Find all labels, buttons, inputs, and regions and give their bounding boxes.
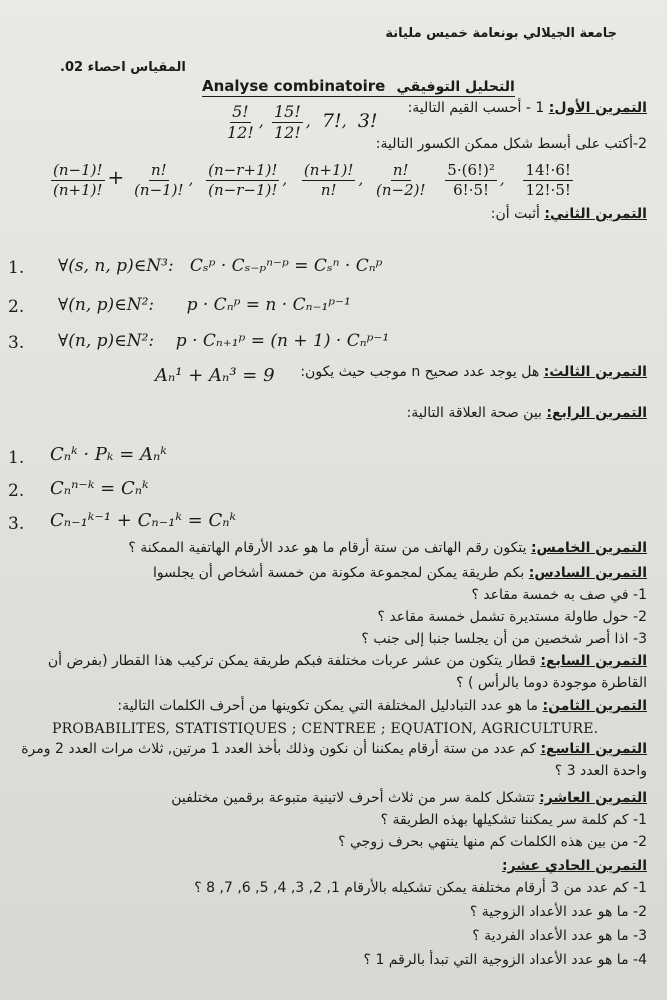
- ex6-item-1: 1- في صف به خمسة مقاعد ؟: [471, 587, 647, 603]
- ex6-line: [153, 565, 647, 581]
- ex3-text: هل يوجد عدد صحيح n موجب حيث يكون:: [300, 364, 540, 380]
- ex1-val-d: 3!: [357, 109, 378, 132]
- ex5-text: يتكون رقم الهاتف من ستة أرقام ما هو عدد الأرقام الهاتفية الممكنة ؟: [128, 540, 527, 556]
- ex9-text-2: واحدة العدد 3 ؟: [554, 763, 647, 779]
- ex11-item-3: 3- ما هو عدد الأعداد الفردية ؟: [472, 928, 647, 944]
- ex2-item-2-number: 2.: [8, 297, 25, 317]
- ex11-item-2: 2- ما هو عدد الأعداد الزوجية ؟: [469, 904, 647, 920]
- ex4-item-2-formula: Cₙⁿ⁻ᵏ = Cₙᵏ: [50, 478, 149, 499]
- frac-1-den: (n+1)!: [53, 180, 103, 199]
- ex1-fractions: $\frac{(n-1)!}{(n+1)!}$ + $\frac{n!}{(n-1)!}$ , $\frac{(n-r+1)!}{(n-r-1)!}$ , $\frac{(n+1)!}{n!}$ , $\frac{n!}{(n-2)!}$ $\frac{\text{5·(6!)²}}{6!\cdot 5!}$ , $\frac{14!\cdot 6!}{12!\cdot 5!}$: [53, 161, 571, 199]
- frac-7-den: 12!·5!: [525, 180, 571, 199]
- ex1-val-a-num: 5!: [232, 102, 249, 121]
- ex10-text: تتشكل كلمة سر من ثلاث أحرف لاتينية متبوعة برقمين مختلفين: [171, 790, 535, 806]
- ex9-line: [21, 741, 647, 757]
- ex1-values: $\frac{5!}{12!}$ , $\frac{15!}{12!}$ , 7!, 3!: [227, 102, 378, 142]
- ex2-intro: أثبت أن:: [490, 206, 540, 222]
- ex3-formula: Aₙ¹ + Aₙ³ = 9: [155, 365, 275, 386]
- ex2-item-2-formula: ∀(n, p)∈N²: p · Cₙᵖ = n · Cₙ₋₁ᵖ⁻¹: [58, 295, 351, 315]
- ex6-item-3: 3- اذا أصر شخصين من أن يجلسا جنبا إلى جنب ؟: [361, 631, 647, 647]
- ex2-item-3-number: 3.: [8, 333, 25, 353]
- ex4-item-1-formula: Cₙᵏ · Pₖ = Aₙᵏ: [50, 444, 167, 465]
- frac-2-den: (n−1)!: [134, 180, 184, 199]
- ex11-heading: التمرين الحادي عشر:: [501, 858, 647, 874]
- ex6-heading: التمرين السادس:: [528, 565, 647, 581]
- ex1-heading: التمرين الأول:: [548, 100, 647, 116]
- ex4-item-2-number: 2.: [8, 481, 25, 501]
- ex5-line: [128, 540, 647, 556]
- ex7-text: قطار يتكون من عشر عربات مختلفة فبكم طريقة يمكن تركيب هذا القطار (بفرض أن: [47, 653, 536, 669]
- ex9-text: كم عدد من ستة أرقام يمكننا أن نكون وذلك بأخذ العدد 1 مرتين, ثلاث مرات العدد 2 ومرة: [21, 741, 536, 757]
- frac-3-den: (n−r−1)!: [208, 180, 278, 199]
- title-french: Analyse combinatoire: [202, 77, 386, 95]
- ex11-item-4: 4- ما هو عدد الأعداد الزوجية التي تبدأ بالرقم 1 ؟: [363, 952, 647, 968]
- ex3-line: [300, 364, 647, 380]
- ex9-heading: التمرين التاسع:: [540, 741, 647, 757]
- ex8-text: ما هو عدد التبادليل المختلفة التي يمكن تكوينها من أحرف الكلمات التالية:: [117, 698, 539, 714]
- ex1-val-c: 7!: [321, 109, 342, 132]
- ex6-text: بكم طريقة يمكن لمجموعة مكونة من خمسة أشخاص أن يجلسوا: [153, 565, 525, 581]
- ex2-heading: التمرين الثاني:: [544, 206, 647, 222]
- ex11-item-1: 1- كم عدد من 3 أرقام مختلفة يمكن تشكيله بالأرقام 1, 2, 3, 4, 5, 6, 7, 8 ؟: [194, 880, 647, 896]
- ex1-q2: 2-أكتب على أبسط شكل ممكن الكسور التالية:: [375, 136, 647, 152]
- ex1-val-b-num: 15!: [273, 102, 301, 121]
- frac-2-num: n!: [150, 161, 167, 179]
- ex2-item-3-formula: ∀(n, p)∈N²: p · Cₙ₊₁ᵖ = (n + 1) · Cₙᵖ⁻¹: [58, 331, 390, 351]
- ex4-item-3-number: 3.: [8, 514, 25, 534]
- ex7-text-2: القاطرة موجودة دوما بالرأس ) ؟: [456, 675, 647, 691]
- frac-5-num: n!: [392, 161, 409, 179]
- ex2-item-1-number: 1.: [8, 258, 25, 278]
- title-arabic: التحليل التوفيقي: [396, 79, 515, 95]
- ex10-line: [171, 790, 647, 806]
- frac-3-num: (n−r+1)!: [208, 161, 278, 179]
- ex5-heading: التمرين الخامس:: [530, 540, 647, 556]
- ex6-item-2: 2- حول طاولة مستديرة تشمل خمسة مقاعد ؟: [377, 609, 647, 625]
- ex10-item-2: 2- من بين هذه الكلمات كم منها ينتهي بحرف زوجي ؟: [338, 834, 647, 850]
- ex1-q1: 1 - أحسب القيم التالية:: [407, 100, 545, 116]
- frac-1-num: (n−1)!: [53, 161, 103, 179]
- ex8-line: [117, 698, 647, 714]
- ex4-item-3-formula: Cₙ₋₁ᵏ⁻¹ + Cₙ₋₁ᵏ = Cₙᵏ: [50, 510, 237, 531]
- ex2-item-1-formula: ∀(s, n, p)∈N³: Cₛᵖ · Cₛ₋ₚⁿ⁻ᵖ = Cₛⁿ · Cₙᵖ: [58, 256, 383, 276]
- ex1-val-a-den: 12!: [227, 122, 254, 142]
- university-name: جامعة الجيلالي بونعامة خميس مليانة: [385, 26, 617, 41]
- ex2-line: [491, 206, 647, 222]
- ex3-heading: التمرين الثالث:: [543, 364, 647, 380]
- ex10-heading: التمرين العاشر:: [539, 790, 647, 806]
- ex4-line: [407, 405, 647, 421]
- ex4-item-1-number: 1.: [8, 448, 25, 468]
- ex10-item-1: 1- كم كلمة سر يمكننا تشكيلها بهذه الطريقة ؟: [380, 812, 647, 828]
- ex1-val-b-den: 12!: [273, 122, 301, 142]
- ex8-words: PROBABILITES, STATISTIQUES ; CENTREE ; EQUATION, AGRICULTURE.: [52, 721, 599, 737]
- ex1-line1: [408, 100, 647, 116]
- ex8-heading: التمرين الثامن:: [542, 698, 647, 714]
- document-title: [202, 76, 515, 97]
- frac-5-den: (n−2)!: [375, 180, 426, 199]
- ex4-text: بين صحة العلاقة التالية:: [406, 405, 542, 421]
- frac-7-num: 14!·6!: [525, 161, 571, 179]
- ex7-heading: التمرين السابع:: [540, 653, 647, 669]
- frac-6-den: 6!·5!: [453, 180, 490, 199]
- ex7-line: [48, 653, 647, 669]
- ex4-heading: التمرين الرابع:: [546, 405, 647, 421]
- frac-4-den: n!: [320, 180, 337, 199]
- frac-4-num: (n+1)!: [303, 161, 354, 179]
- module-name: المقياس احصاء 02.: [60, 60, 186, 75]
- frac-6-num: 5·(6!)²: [447, 161, 495, 179]
